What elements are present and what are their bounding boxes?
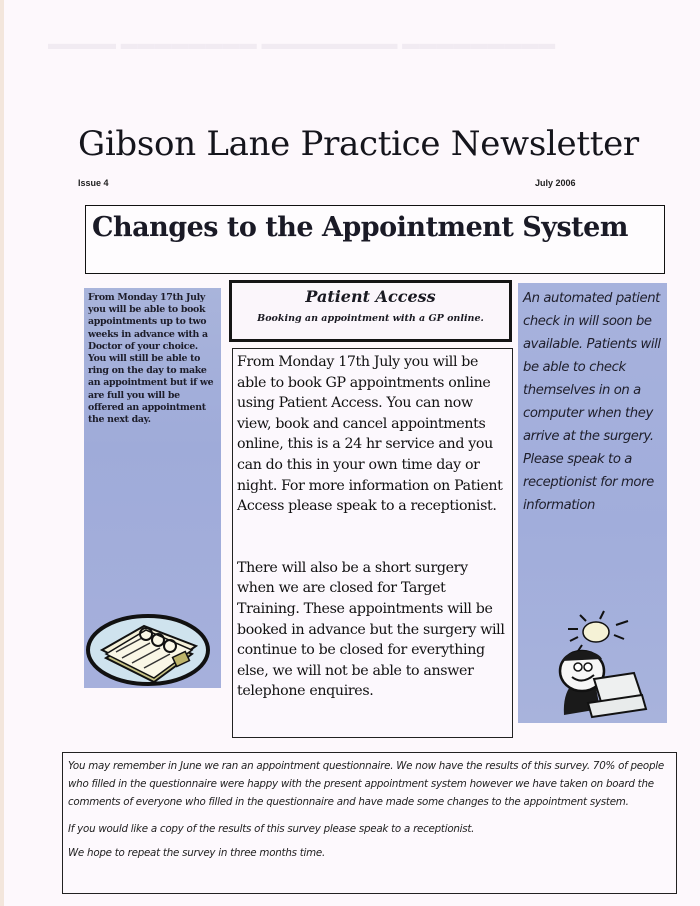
article-paragraph: From Monday 17th July you will be able to book GP appointments online using Patient Access. You can now view, book and cancel appointments online, this is a 24 hr service and you can do this in your own time day or night. For more information on Patient Access please speak to a receptionist. — [237, 354, 503, 515]
headline: Changes to the Appointment System — [92, 212, 628, 243]
survey-paragraph: You may remember in June we ran an appointment questionnaire. We now have the results of this survey. 70% of people who filled in the questionnaire were happy with the present appointment system however we have taken on board the comments of everyone who filled in the questionnaire and have made some changes to the appointment system. — [68, 760, 664, 808]
left-info-panel — [84, 288, 221, 688]
appointment-planner-icon — [84, 598, 221, 695]
patient-access-subtitle: Booking an appointment with a GP online. — [257, 313, 484, 324]
patient-access-article — [232, 348, 513, 738]
survey-paragraph: If you would like a copy of the results of this survey please speak to a receptionist. — [68, 823, 475, 835]
show-through-text: ▬▬▬▬ ▬▬▬▬▬▬▬▬ ▬▬▬▬▬▬▬▬ ▬▬▬▬▬▬▬▬▬ — [48, 34, 556, 53]
article-paragraph: There will also be a short surgery when we are closed for Target Training. These appointments will be booked in advance but the surgery will continue to be closed for everything else, we will not be able to answer telephone enquires. — [237, 559, 505, 700]
issue-date: July 2006 — [535, 178, 576, 188]
issue-number: Issue 4 — [78, 178, 109, 188]
patient-access-header — [229, 280, 512, 342]
survey-results-box — [62, 752, 677, 894]
right-panel-text: An automated patient check in will soon be available. Patients will be able to check themselves in on a computer when they arrive at the surgery. Please speak to a receptionist for more information — [523, 291, 661, 513]
right-info-panel — [518, 283, 667, 723]
page-edge — [0, 0, 4, 906]
idea-computer-man-icon — [538, 605, 658, 725]
survey-paragraph: We hope to repeat the survey in three months time. — [68, 847, 326, 859]
patient-access-title: Patient Access — [305, 287, 436, 306]
newsletter-masthead: Gibson Lane Practice Newsletter — [78, 124, 639, 164]
left-panel-text: From Monday 17th July you will be able to book appointments up to two weeks in advance with a Doctor of your choice. You will still be able to ring on the day to make an appointment but if we are full you will be offered an appointment the next day. — [88, 292, 214, 426]
headline-box — [85, 205, 665, 274]
